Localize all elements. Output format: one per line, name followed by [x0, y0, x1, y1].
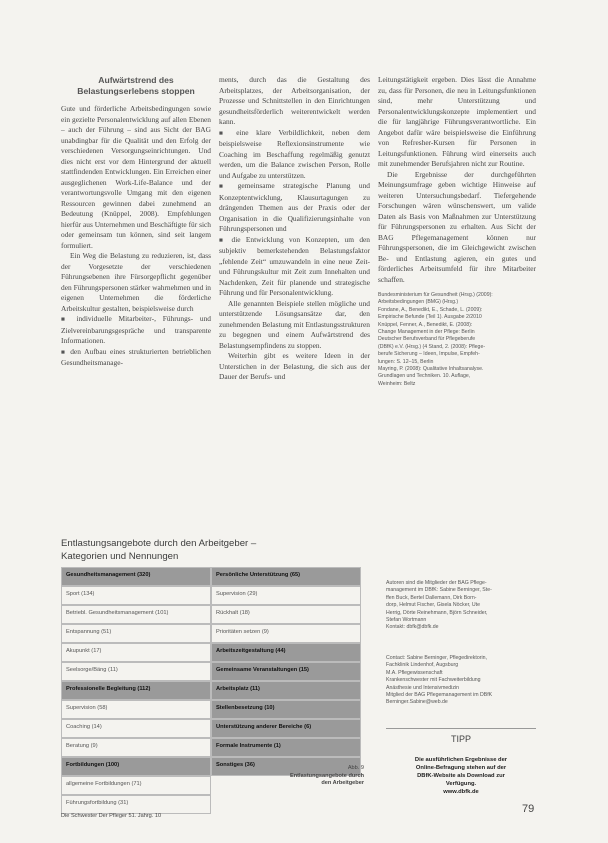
- table-cell: Führungsfortbildung (31): [61, 795, 211, 814]
- figure-caption: [264, 765, 364, 788]
- paragraph: Leitungstätigkeit ergeben. Dies lässt die Annahme zu, dass für Personen, die neu in Leitungsfunktionen sind, mehr Unterstützung und Personalentwicklungskonzepte implementiert und die für langjährige Führungsverantwortliche. Ein Angebot dafür wäre beispielsweise die Einführung von Refresher-Kursen für Personen in Leitungsfunktionen. Führung wird einerseits auch mit zunehmender Berufsjahren nicht zur Routine.: [378, 75, 536, 168]
- table-title-line-2: Kategorien und Nennungen: [61, 551, 179, 562]
- table-cell: Seelsorge/Bäng (11): [61, 662, 211, 681]
- reference-line: Weinheim: Beltz: [378, 380, 416, 387]
- reference-line: Mayring, P. (2008): Qualitative Inhaltsanalyse.: [378, 366, 484, 373]
- table-row: [61, 567, 361, 586]
- table-cell: Arbeitszeitgestaltung (44): [211, 643, 361, 662]
- table-cell: Stellenbesetzung (10): [211, 700, 361, 719]
- caption-line: Entlastungsangebote durch: [290, 772, 364, 779]
- contact-line: Fachklinik Lindenhof, Augsburg: [386, 662, 459, 669]
- table-row: [61, 662, 361, 681]
- paragraph: Alle genannten Beispiele stellen mögliche und unterstützende Lösungsansätze dar, den zunehmenden Belastung mit Entlastungsstrukturen zu begegnen und einem Aufwärtstrend des Belastungsempfindens zu stoppen.: [219, 298, 370, 350]
- caption-line: den Arbeitgeber: [321, 780, 364, 787]
- reference-line: Deutscher Berufsverband für Pflegeberufe: [378, 336, 476, 343]
- tipp-text-line: Online-Befragung stehen auf der: [415, 765, 507, 771]
- paragraph: Die Ergebnisse der durchgeführten Meinungsumfrage geben wichtige Hinweise auf weiteren Untersuchungsbedarf. Tiefergehende Forschungen wären wünschenswert, um valide Daten als Basis von Maßnahmen zur Unterstützung für Führungspersonen zu erhalten. Aus Sicht der BAG Pflegemanagement können nur Führungspersonen, die im Gleichgewicht zwischen Be- und Entlastung agieren, ein gutes und förderliches Arbeitsumfeld für ihre Mitarbeiter schaffen.: [378, 169, 536, 284]
- table-title: [61, 537, 381, 563]
- table-row: [61, 624, 361, 643]
- reference-line: Empirische Befunde (Teil 1). Ausgabe 2/2010: [378, 314, 482, 321]
- caption-line: Abb. 9: [347, 765, 364, 771]
- section-title-line-2: Belastungserlebens stoppen: [77, 86, 195, 96]
- table-cell: Unterstützung anderer Bereiche (6): [211, 719, 361, 738]
- contact-line: Contact: Sabine Berninger, Pflegedirektorin,: [386, 655, 487, 661]
- tipp-text-line: DBfK-Website als Download zur: [417, 773, 505, 779]
- reference-line: Change Management in der Pflege: Berlin: [378, 329, 475, 336]
- article-column-2: [219, 75, 370, 383]
- table-cell: Akupunkt (17): [61, 643, 211, 662]
- paragraph: Ein Weg die Belastung zu reduzieren, ist, dass der Vorgesetzte der verschiedenen Führungsebenen ihre Fürsorgepflicht gegenüber den Führungspersonen stärker wahrnehmen und in eigenen Unternehmen die förderliche Arbeitskultur gestalten, beispielsweise durch: [61, 251, 211, 313]
- table-row: [61, 605, 361, 624]
- reference-line: Grundlagen und Techniken. 10. Auflage,: [378, 373, 471, 380]
- bullet-item: ■ die Entwicklung von Konzepten, um den subjektiv bemerkstehenden Belastungsfaktor „fehlende Zeit“ umzuwandeln in eine neue Zeit- und Führungskultur mit Zeit zum Innehalten und Nachdenken, Zeit für planende und strategische Führung und für Personalentwicklung.: [219, 235, 370, 299]
- table-row: [61, 719, 361, 738]
- table-row: [61, 795, 361, 814]
- bullet-item: ■ den Aufbau eines strukturierten betrieblichen Gesundheitsmanage-: [61, 347, 211, 369]
- table-cell: Formale Instrumente (1): [211, 738, 361, 757]
- contact-line: Anästhesie und Intensivmedizin: [386, 684, 459, 691]
- paragraph: Gute und förderliche Arbeitsbedingungen sowie ein gezielte Personalentwicklung auf allen Ebenen – auch der Führung – sind aus Sicht der BAG unabdingbar für die Qualität und den Erfolg der verschiedenen Versorgungseinrichtungen. Und dies nicht erst vor dem Hintergrund der aktuell stattfindenden Entwicklungen. Ein Erreichen einer ausgeglichenen Work-Life-Balance und der verantwortungsvolle Umgang mit den eigenen Ressourcen gewinnen dabei zunehmend an Bedeutung (Knüppel, 2008). Empfehlungen hierfür aus Unternehmen und Beschäftigte für sich oder gemeinsam tun können, sind seit langem formuliert.: [61, 104, 211, 250]
- author-note-line: dorp, Helmut Fischer, Gisela Nöcker, Ute: [386, 602, 480, 609]
- table-cell: Professionelle Begleitung (112): [61, 681, 211, 700]
- author-note-line: ffen Buck, Bertel Dallemann, Dirk Born-: [386, 594, 477, 601]
- tipp-text-line: Verfügung.: [445, 781, 477, 787]
- tipp-title: TIPP: [450, 734, 471, 744]
- tipp-link[interactable]: www.dbfk.de: [443, 789, 479, 795]
- table-cell: Coaching (14): [61, 719, 211, 738]
- tipp-divider: [386, 728, 536, 729]
- section-title: [61, 75, 211, 97]
- table-row: [61, 700, 361, 719]
- table-row: [61, 643, 361, 662]
- table-cell: Beratung (9): [61, 738, 211, 757]
- table-cell: Entspannung (51): [61, 624, 211, 643]
- tipp-text: [386, 756, 536, 796]
- table-cell: Rückhalt (18): [211, 605, 361, 624]
- references: [378, 292, 536, 388]
- contact-line: Krankenschwester mit Fachweiterbildung: [386, 677, 481, 684]
- page-number: 79: [522, 803, 535, 815]
- author-note-line: management im DBfK: Sabine Berninger, Ste-: [386, 587, 492, 594]
- table-row: [61, 586, 361, 605]
- table-cell: Sport (134): [61, 586, 211, 605]
- table-cell: Prioritäten setzen (9): [211, 624, 361, 643]
- reference-line: Fondane, A., Benedikt, E., Schade, L. (2009):: [378, 306, 483, 313]
- table-cell: Persönliche Unterstützung (65): [211, 567, 361, 586]
- author-note: [386, 580, 536, 632]
- table-cell: Fortbildungen (100): [61, 757, 211, 776]
- reference-line: Knüppel, Fenner, A., Benedikt, E. (2008):: [378, 321, 473, 328]
- contact-block: [386, 655, 536, 707]
- table-title-line-1: Entlastungsangebote durch den Arbeitgeber –: [61, 538, 257, 549]
- table-cell: Gesundheitsmanagement (320): [61, 567, 211, 586]
- table-cell: Supervision (58): [61, 700, 211, 719]
- author-note-line: Stefan Wortmann: [386, 617, 427, 624]
- author-note-line: Herrig, Dörte Reinehmann, Björn Schneider,: [386, 609, 488, 616]
- table-row: [61, 681, 361, 700]
- author-note-line: Autoren sind die Mitglieder der BAG Pflege-: [386, 580, 487, 586]
- table-cell: Gemeinsame Veranstaltungen (15): [211, 662, 361, 681]
- reference-line: berufe Sicherung – Ideen, Impulse, Empfeh-: [378, 351, 480, 358]
- table-cell: Sonstiges (36): [211, 757, 361, 776]
- table-cell: allgemeine Fortbildungen (71): [61, 776, 211, 795]
- paragraph: ments, durch das die Gestaltung des Arbeitsplatzes, der Arbeitsorganisation, der Prozesse und Schnittstellen in den Einrichtungen gesundheitsförderlich weiterentwickelt werden kann.: [219, 75, 370, 126]
- contact-line: Mitglied der BAG Pflegemanagement im DBfK: [386, 692, 493, 699]
- reference-line: Bundesministerium für Gesundheit (Hrsg.) (2009): Arbeitsbedingungen (BMG) (Hrsg.): [378, 292, 493, 306]
- reference-line: (DBfK) e.V. (Hrsg.) (4 Stand, 2. (2008): Pflege-: [378, 343, 486, 350]
- paragraph: Weiterhin gibt es weitere Ideen in der Unterstichen in der Belastung, die sich aus der Dauer der Berufs- und: [219, 351, 370, 381]
- contact-line: M.A. Pflegewissenschaft: [386, 669, 443, 676]
- table-cell: Betriebl. Gesundheitsmanagement (101): [61, 605, 211, 624]
- table-row: [61, 738, 361, 757]
- table-cell: Arbeitsplatz (11): [211, 681, 361, 700]
- tipp-text-line: Die ausführlichen Ergebnisse der: [414, 757, 508, 763]
- contact-line: Berninger.Sabine@web.de: [386, 699, 448, 706]
- bullet-item: ■ individuelle Mitarbeiter-, Führungs- und Zielvereinbarungsgespräche und transparente Informationen.: [61, 314, 211, 347]
- page-footer: Die Schwester Der Pfleger 51. Jahrg. 10: [61, 813, 162, 819]
- bullet-item: ■ eine klare Verbildlichkeit, neben dem beispielsweise Reflexionsinstrumente wie Coaching im Beschaffung regelmäßig genutzt werden, um die Balance zwischen Person, Rolle und Aufgabe zu unterstützen.: [219, 128, 370, 182]
- author-note-line: Kontakt: dbfk@dbfk.de: [386, 624, 439, 631]
- section-title-line-1: Aufwärtstrend des: [98, 75, 174, 85]
- article-column-1: [61, 75, 211, 369]
- table-cell: Supervision (29): [211, 586, 361, 605]
- bullet-item: ■ gemeinsame strategische Planung und Konzeptentwicklung, Klausurtagungen zu drängenden Themen aus der Praxis oder der Organisation in die Qualifizierungsinhalte von Führungspersonen und: [219, 181, 370, 235]
- article-column-3: [378, 75, 536, 388]
- reference-line: lungen: S. 12–15, Berlin: [378, 358, 434, 365]
